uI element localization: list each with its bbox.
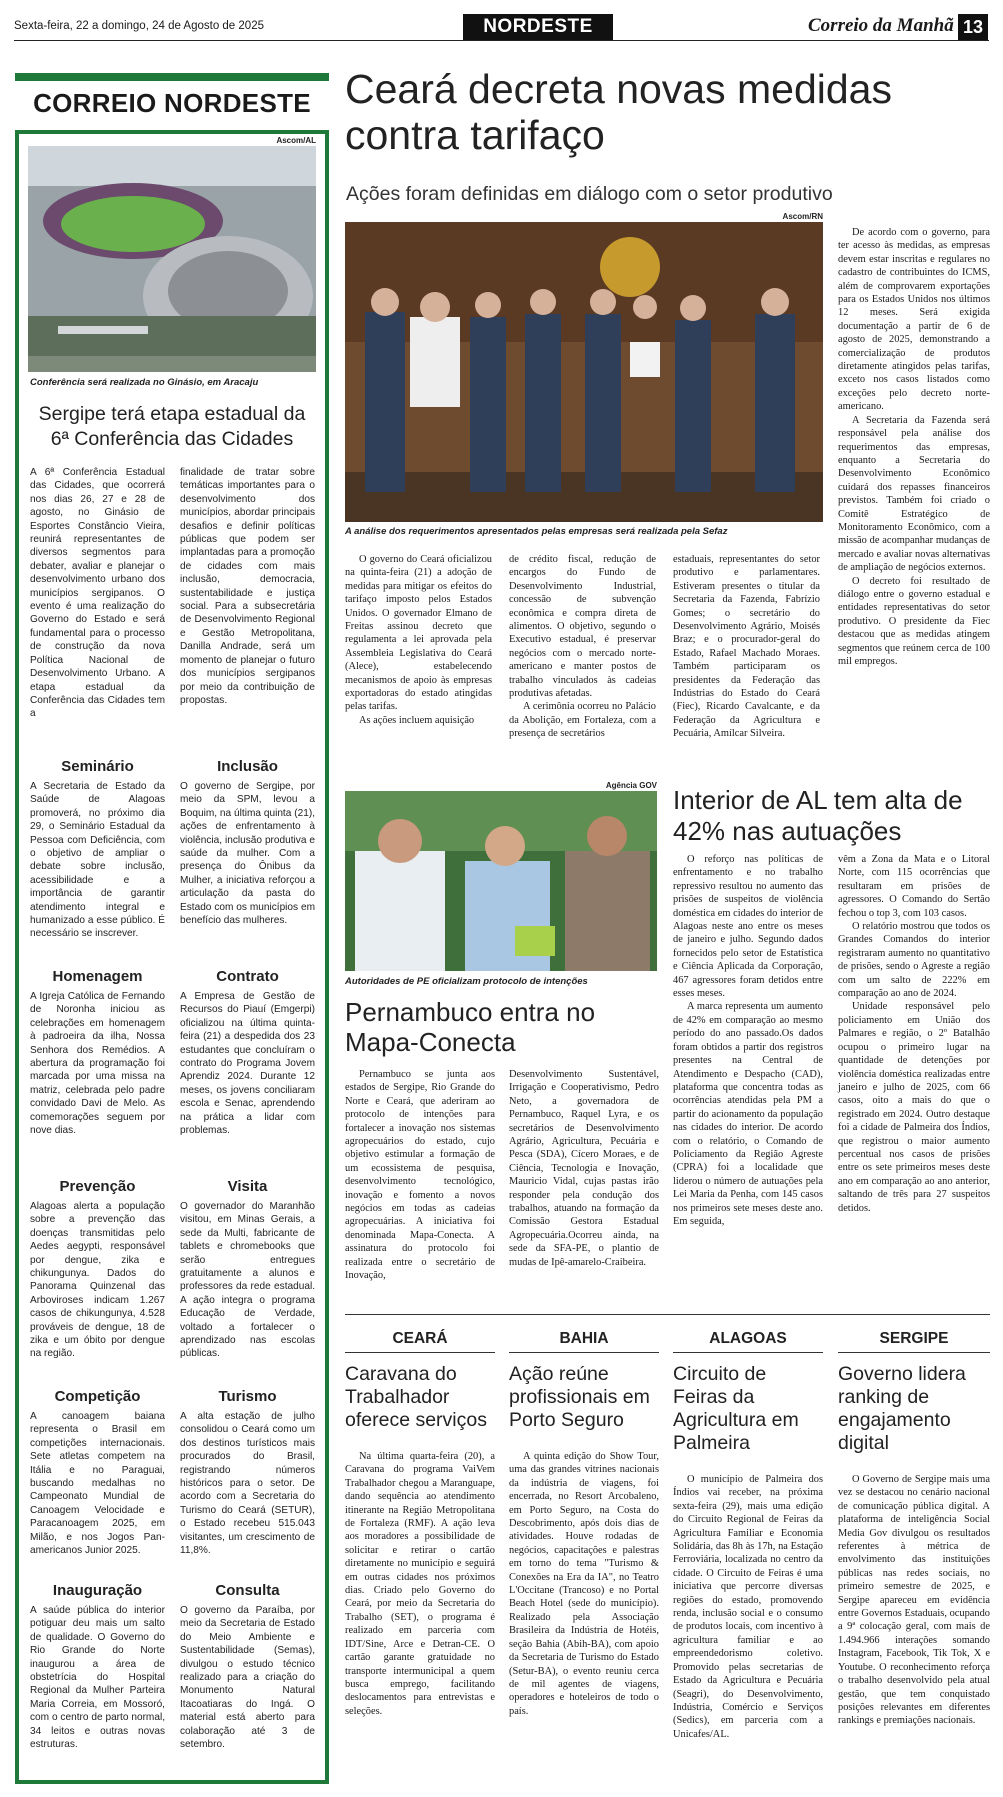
sidebar-banner: CORREIO NORDESTE [33,88,311,118]
note-text-consulta: O governo da Paraíba, por meio da Secretaria de Estado do Meio Ambiente e Sustentabilidade (Semas), divulgou o estudo técnico realizado para a criação do Monumento Natural Itacoatiaras do Ingá. O material está aberto para colaboração até 3 de setembro. [180,1605,315,1751]
note-text-contrato: A Empresa de Gestão de Recursos do Piauí (Emgerpi) oficializou na última quinta-feira (21) a despedida dos 23 estudantes que concluíram o contrato do Programa Jovem Aprendiz 2024. Durante 12 meses, os jovens conciliaram escola e Senac, aprendendo na prática a lidar com problemas. [180,991,315,1137]
page-number: 13 [958,14,988,40]
al-col1-p2: A marca representa um aumento de 42% em comparação ao mesmo período do ano passado.Os dados foram obtidos a partir dos registros presentes na Central de Atendimento e Despacho (CAD), plataforma que concentra todas as ocorrências atendidas pela PM a partir do acionamento da população nas cidades do interior. De acordo com o relatório, o Comando de Policiamento da Região Agreste (CPRA) foi a localidade que liderou o número de autuações pela Lei Maria da Penha, com 145 casos nos primeiros sete meses deste ano. Em seguida, [673,1001,823,1227]
note-title-inclusao: Inclusão [217,758,278,775]
regional-tag-alagoas: ALAGOAS [673,1330,823,1353]
regional-text-bahia: A quinta edição do Show Tour, uma das grandes vitrines nacionais da indústria de viagens, foi encerrada, no Resort Arcobaleno, em Porto Seguro, na Costa do Descobrimento, após dois dias de atividades. Houve rodadas de negócios, capacitações e palestras em torno do tema "Turismo & Conexões na Era da IA", no Teatro L'Occitane (Trancoso) e no Portal Beach Hotel (sede do município). Realizado pela Associação Brasileira da Indústria de Hotéis, seção Bahia (Abih-BA), com apoio da Secretaria de Turismo do Estado (Setur-BA), o evento reuniu cerca de mil agentes de viagens, operadores e hoteleiros de todo o país. [509,1451,659,1717]
note-title-prevencao: Prevenção [59,1178,136,1195]
ceara-col2-p2: A cerimônia ocorreu no Palácio da Abolição, em Fortaleza, com a presença de secretários [509,701,656,740]
ceara-col1 [345,553,492,727]
note-title-inauguracao: Inauguração [52,1582,143,1599]
note-text-inclusao: O governo de Sergipe, por meio da SPM, levou a Boquim, na última quinta (21), ações de enfrentamento à violência, inclusão produtiva e saúde da mulher. Com a presença do Ônibus da Mulher, a iniciativa reforçou a articulação da pasta do Estado com os municípios em benefício das mulheres. [180,781,315,927]
note-title-competicao: Competição [54,1388,141,1405]
ceremony-photo [345,222,823,522]
ceara-col3-p1: estaduais, representantes do setor produtivo e parlamentares. Estiveram presentes o titular da Secretaria da Fazenda, Fabrízio Gomes; o secretário do Desenvolvimento Agrário, Moisés Braz; e o procurador-geral do Estado, Rafael Machado Moraes. Também participaram os presidentes da Federação das Indústrias do Estado do Ceará (Fiec), Ricardo Cavalcante, e da Federação da Agricultura e Pecuária, Amílcar Silveira. [673,554,820,740]
note-text-prevencao: Alagoas alerta a população sobre a prevenção das doenças transmitidas pelo Aedes aegypti, responsável por dengue, zika e chikungunya. Dados do Panorama Quinzenal das Arboviroses indicam 1.267 casos de chikungunya, 4.528 prováveis de dengue, 18 de zika e um óbito por dengue na região. [30,1201,165,1360]
note-title-consulta: Consulta [215,1582,280,1599]
al-headline: Interior de AL tem alta de 42% nas autuações [673,785,963,846]
note-text-seminario: A Secretaria de Estado da Saúde de Alagoas promoverá, no próximo dia 29, o Seminário Estadual da Pessoa com Deficiência, com o objetivo de ampliar o debate sobre inclusão, acessibilidade e a importância de garantir atendimento integral e humanizado a esse público. É necessário se inscrever. [30,781,165,940]
regional-alagoas [673,1330,823,1741]
main-photo-credit: Ascom/RN [782,212,823,221]
ceara-col4-p1: De acordo com o governo, para ter acesso às medidas, as empresas devem estar inscritas e regulares no cadastro de contribuintes do ICMS, além de comprovarem exportações para os Estados Unidos nos últimos 12 meses. Será exigida documentação a partir de 6 de agosto de 2025, demonstrando a comercialização de produtos diretamente atingidos pelas tarifas, exceto nos casos listados como exceções pelo decreto norte-americano. [838,227,990,413]
al-col2-p2: O relatório mostrou que todos os Grandes Comandos do interior registraram aumento no quantitativo de prisões, sendo o Agreste a região com um salto de 222% em comparação ao ano de 2024. [838,921,990,1000]
pe-col1-p1: Pernambuco se junta aos estados de Sergipe, Rio Grande do Norte e Ceará, que aderiram ao protocolo de intenções para fortalecer a inovação nos sistemas agropecuários do estado, cujo objetivo estimular a formação de um ecossistema de pesquisa, desenvolvimento tecnológico, inovação e fomento a novos negócios em todas as cadeias agropecuárias. A iniciativa foi denominada Mapa-Conecta. A assinatura do protocolo foi realizada entre o secretário de Inovação, [345,1069,495,1282]
pe-photo [345,791,657,971]
note-text-competicao: A canoagem baiana representa o Brasil em competições internacionais. Sete atletas competem na Itália e no Paraguai, buscando medalhas no Campeonato Mundial de Canoagem Velocidade e Paracanoagem 2025, em Milão, e nos Jogos Pan-americanos Junior 2025. [30,1411,165,1557]
note-title-contrato: Contrato [216,968,279,985]
pe-col2-p1: Desenvolvimento Sustentável, Irrigação e Cooperativismo, Pedro Neto, a governadora de Pernambuco, Raquel Lyra, e os secretários de Desenvolvimento Agrário, Agricultura, Pecuária e Pesca (SDA), Cícero Moraes, e de Ciência, Tecnologia e Inovação, Mauricio Vidal, cujas pastas irão responder pela condução dos trabalhos, atuando na formação da Comissão Gestora Estadual Agropecuária.Ocorreu ainda, na sede da SFA-PE, o plantio de mudas de Ipê-amarelo-Craibeira. [509,1069,659,1268]
regional-bahia [509,1330,659,1718]
note-title-turismo: Turismo [218,1388,277,1405]
al-col1 [673,853,823,1228]
main-subhead: Ações foram definidas em diálogo com o setor produtivo [346,183,833,205]
ceara-col3 [673,553,820,741]
pe-headline: Pernambuco entra no Mapa-Conecta [345,997,596,1057]
regional-headline-ceara: Caravana do Trabalhador oferece serviços [345,1363,487,1431]
regional-sergipe [838,1330,990,1728]
note-text-inauguracao: A saúde pública do interior potiguar deu mais um salto de qualidade. O Governo do Rio Grande do Norte inaugurou a área de obstetrícia do Hospital Regional da Mulher Parteira Maria Correia, em Mossoró, com o centro de parto normal, 34 leitos e outras novas estruturas. [30,1605,165,1751]
regional-ceara [345,1330,495,1718]
pe-col2 [509,1068,659,1269]
regional-rule [345,1314,990,1315]
pe-photo-credit: Agência GOV [605,781,657,790]
regional-text-alagoas: O município de Palmeira dos Índios vai receber, na próxima sexta-feira (29), mais uma edição do Circuito Regional de Feiras da Agricultura Familiar e Economia Solidária, das 8h às 17h, na Estação Ferroviária, localizada no centro da cidade. O Circuito de Feiras é uma iniciativa que percorre diversas regiões do estado, promovendo renda, inclusão social e o consumo de produtos locais, com incentivo à agricultura familiar e ao empreendedorismo coletivo. Promovido pelas secretarias de Estado da Agricultura e Pecuária (Seagri), do Desenvolvimento, Indústria, Comércio e Serviços (Sedics), em parceria com a Unicafes/AL. [673,1474,823,1740]
al-col2-p1: vêm a Zona da Mata e o Litoral Norte, com 115 ocorrências que resultaram em prisões de agressores. O Comando do Sertão fechou o top 3, com 103 casos. [838,854,990,919]
regional-tag-bahia: BAHIA [509,1330,659,1353]
regional-headline-bahia: Ação reúne profissionais em Porto Seguro [509,1363,650,1431]
sidebar-top-bar [15,73,329,81]
al-col1-p1: O reforço nas políticas de enfrentamento e no trabalho repressivo resultou no aumento das prisões de suspeitos de violência doméstica em cidades do interior de Alagoas neste ano entre os meses de janeiro e julho. Segundo dados fornecidos pelo setor de Estatística e Ciência Aplicada da Corporação, 467 agressores foram detidos entre esses meses. [673,854,823,1000]
ceara-col1-p2: As ações incluem aquisição [359,714,475,726]
newspaper-name: Correio da Manhã [808,15,954,36]
regional-headline-alagoas: Circuito de Feiras da Agricultura em Palmeira [673,1363,799,1454]
note-text-homenagem: A Igreja Católica de Fernando de Noronha iniciou as celebrações em homenagem à padroeira da ilha, Nossa Senhora dos Remédios. A abertura da programação foi marcada por uma missa na matriz, celebrada pelo padre convidado Davi de Melo. As comemorações seguem por nove dias. [30,991,165,1137]
issue-date: Sexta-feira, 22 a domingo, 24 de Agosto de 2025 [14,20,264,32]
sidebar-lead-col1: A 6ª Conferência Estadual das Cidades, que ocorrerá nos dias 26, 27 e 28 de agosto, no Ginásio de Esportes Constâncio Vieira, reunirá representantes de diversos segmentos para debater, avaliar e planejar o desenvolvimento urbano dos municípios sergipanos. O evento é uma realização do Governo do Estado e será fundamental para o processo de construção da nova Política Nacional de Desenvolvimento Urbano. A etapa estadual da Conferência das Cidades tem a [30,467,165,720]
ceara-col4-p3: O decreto foi resultado de diálogo entre o governo estadual e entidades representativas do setor produtivo. O presidente da Fiec destacou que as medidas atingem segmentos que reúnem cerca de 100 mil empregos. [838,575,990,667]
pe-photo-caption: Autoridades de PE oficializam protocolo de intenções [345,976,588,987]
header-rule [14,40,989,41]
regional-tag-sergipe: SERGIPE [838,1330,990,1353]
regional-tag-ceara: CEARÁ [345,1330,495,1353]
regional-text-ceara: Na última quarta-feira (20), a Caravana do programa VaiVem Trabalhador chegou a Maranguape, dando sequência ao atendimento itinerante na Região Metropolitana de Fortaleza (RMF). A ação leva aos moradores a possibilidade de solicitar e retirar o cartão diretamente no município e seguirá em outras cidades nos próximos dias. Criado pelo Governo do Ceará, por meio da Secretaria do Trabalho (SET), o programa é realizado em parceria com IDT/Sine, Arce e Detran-CE. O cartão garante gratuidade no transporte intermunicipal a quem busca emprego, facilitando deslocamentos para entrevistas e seleções. [345,1451,495,1717]
pe-col1 [345,1068,495,1283]
stadium-photo [28,146,316,372]
sidebar-photo-caption: Conferência será realizada no Ginásio, em Aracaju [30,377,259,388]
note-text-visita: O governador do Maranhão visitou, em Minas Gerais, a sede da Multi, fabricante de tablets e chromebooks que serão entregues gratuitamente a alunos e professores da rede estadual. A ação integra o programa Educação de Verdade, voltado a fortalecer o aprendizado nas escolas públicas. [180,1201,315,1360]
ceara-col2 [509,553,656,741]
note-title-visita: Visita [227,1178,268,1195]
al-col2 [838,853,990,1215]
note-text-turismo: A alta estação de julho consolidou o Ceará como um dos destinos turísticos mais procurados do Brasil, registrando números históricos para o setor. De acordo com a Secretaria do Turismo do Ceará (SETUR), o Estado recebeu 515.043 visitantes, um crescimento de 11,8%. [180,1411,315,1557]
regional-headline-sergipe: Governo lidera ranking de engajamento digital [838,1363,966,1454]
sidebar-lead-col2: finalidade de tratar sobre temáticas importantes para o desenvolvimento dos municípios, abordar principais desafios e definir políticas públicas que podem ser implantadas para a promoção de cidades com mais inclusão, democracia, sustentabilidade e justiça social. Para a subsecretária de Desenvolvimento Regional e Gestão Metropolitana, Danilla Andrade, será um momento de planejar o futuro dos municípios sergipanos por meio da contribuição de propostas. [180,467,315,706]
ceara-col1-p1: O governo do Ceará oficializou na quinta-feira (21) a adoção de medidas para mitigar os efeitos do tarifaço imposto pelos Estados Unidos. O governador Elmano de Freitas assinou decreto que regulamenta a lei aprovada pela Assembleia Legislativa do Ceará (Alece), estabelecendo mecanismos de apoio às empresas exportadoras do estado atingidas pelas tarifas. [345,554,492,713]
regional-text-sergipe: O Governo de Sergipe mais uma vez se destacou no cenário nacional de comunicação pública digital. A plataforma de inteligência Social Media Gov divulgou os resultados referentes à métrica de envolvimento das instituições públicas nas redes sociais, no primeiro semestre de 2025, e Sergipe apareceu em evidência entre Governos Estaduais, ocupando a 9ª colocação geral, com mais de 1.494.966 interações somando Instagram, Facebook, Tik Tok, X e Youtube. O reconhecimento reforça o trabalho desenvolvido pela atual gestão, que tem conquistado posições relevantes em diferentes rankings e premiações nacionais. [838,1474,990,1727]
sidebar-photo-credit: Ascom/AL [276,136,316,145]
section-label: NORDESTE [463,14,613,40]
al-col2-p3: Unidade responsável pelo policiamento em União dos Palmares e região, o 2º Batalhão ocupou o primeiro lugar na quantidade de detenções por violência doméstica realizadas entre janeiro e julho de 2025, com 66 casos, oito a mais do que o registrado em 2024. Outro destaque foi a cidade de Palmeira dos Índios, que registrou o maior aumento percentual nos casos de prisões entre os sete primeiros meses deste ano em comparação ao ano anterior, saltando de três para 27 suspeitos detidos. [838,1001,990,1214]
ceara-col2-p1: de crédito fiscal, redução de encargos do Fundo de Desenvolvimento Industrial, concessão de subvenção econômica e compra direta de alimentos. O objetivo, segundo o Executivo estadual, é preservar negócios com o mercado norte-americano e manter postos de trabalho vinculados às cadeias produtivas afetadas. [509,554,656,700]
note-title-seminario: Seminário [61,758,134,775]
sidebar-headline: Sergipe terá etapa estadual da 6ª Conferência das Cidades [38,403,306,450]
main-photo-caption: A análise dos requerimentos apresentados pelas empresas será realizada pela Sefaz [345,526,728,537]
main-headline: Ceará decreta novas medidas contra tarifaço [345,66,892,158]
note-title-homenagem: Homenagem [52,968,143,985]
ceara-col4 [838,226,990,668]
ceara-col4-p2: A Secretaria da Fazenda será responsável pela análise dos requerimentos das empresas, enquanto a Secretaria do Desenvolvimento Econômico cuidará dos repasses financeiros previstos. Também foi criado o Comitê Estratégico de Monitoramento Econômico, com a missão de acompanhar mudanças de mercado e avaliar novas alternativas de ampliação de negócios externos. [838,414,990,574]
